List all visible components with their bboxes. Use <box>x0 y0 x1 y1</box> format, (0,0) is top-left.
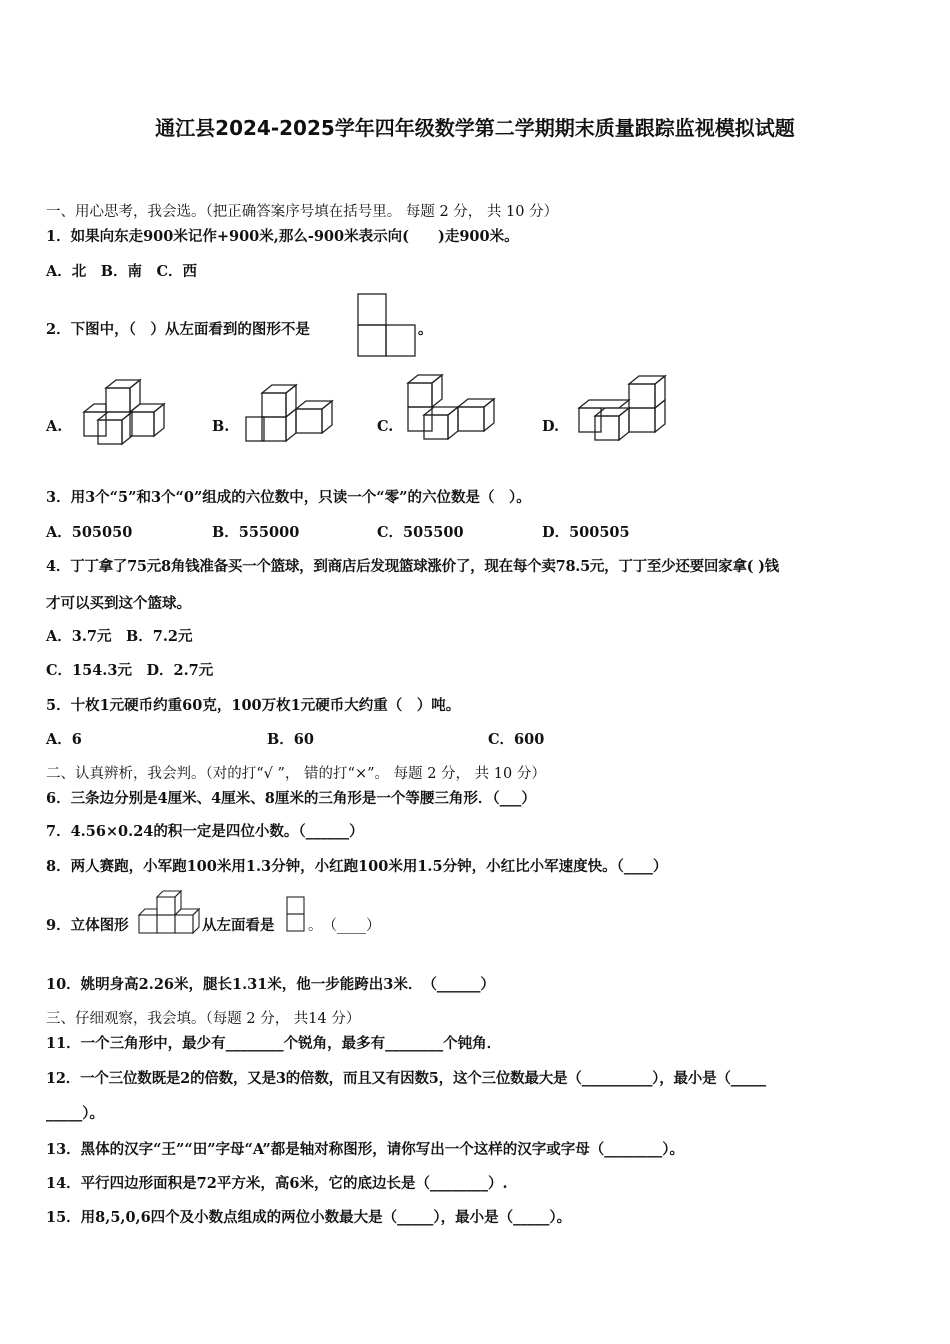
question-13: 13．黑体的汉字“王”“田”字母“A”都是轴对称图形，请你写出一个这样的汉字或字母（________）。 <box>46 1141 684 1158</box>
question-1-options: A．北 B．南 C．西 <box>46 263 198 280</box>
question-3-option-d: D．500505 <box>542 524 630 541</box>
question-1: 1．如果向东走900米记作+900米,那么-900米表示向( )走900米。 <box>46 228 519 245</box>
question-5-option-b: B．60 <box>267 731 314 748</box>
question-6: 6．三条边分别是4厘米、4厘米、8厘米的三角形是一个等腰三角形．（___） <box>46 790 536 807</box>
page-title: 通江县2024-2025学年四年级数学第二学期期末质量跟踪监视模拟试题 <box>155 116 795 140</box>
question-11: 11．一个三角形中，最少有________个锐角，最多有________个钝角． <box>46 1035 502 1052</box>
question-8: 8．两人赛跑，小军跑100米用1.3分钟，小红跑100米用1.5分钟，小红比小军速度快。（____） <box>46 858 668 875</box>
question-4-line-2: 才可以买到这个篮球。 <box>46 595 191 612</box>
question-2-option-b-figure <box>242 383 336 445</box>
question-2 <box>46 320 310 340</box>
question-2-text: 2．下图中，（ ）从左面看到的图形不是 <box>46 321 310 338</box>
question-15: 15．用8,5,0,6四个及小数点组成的两位小数最大是（_____），最小是（_____）。 <box>46 1209 572 1226</box>
question-2-option-c-label: C. <box>377 418 394 435</box>
question-9-suffix: 。 （____） <box>308 918 381 934</box>
section-2-heading: 二、认真辨析，我会判。（对的打“√ ”， 错的打“×”。 每题 2 分， 共 10 分） <box>46 766 546 782</box>
question-9-middle: 从左面看是 <box>202 917 275 934</box>
question-2-suffix: 。 <box>418 321 433 338</box>
question-4-options-row-2: C．154.3元 D．2.7元 <box>46 662 214 679</box>
question-2-option-c-figure <box>404 373 498 445</box>
question-2-option-b-label: B. <box>212 418 230 435</box>
question-2-option-a-label: A. <box>46 418 63 435</box>
question-3: 3．用3个“5”和3个“0”组成的六位数中，只读一个“零”的六位数是（ ）。 <box>46 489 531 506</box>
question-12-line-1: 12．一个三位数既是2的倍数，又是3的倍数，而且又有因数5，这个三位数最大是（__________），最小是（_____ <box>46 1070 766 1087</box>
question-3-option-c: C．505500 <box>377 524 464 541</box>
question-9-left-view-figure <box>286 896 306 934</box>
section-1-heading: 一、用心思考，我会选。（把正确答案序号填在括号里。 每题 2 分， 共 10 分） <box>46 204 559 220</box>
question-7: 7．4.56×0.24的积一定是四位小数。（______） <box>46 823 364 840</box>
section-3-heading: 三、仔细观察，我会填。（每题 2 分， 共14 分） <box>46 1011 361 1027</box>
question-9-solid-figure <box>137 889 201 935</box>
question-9-prefix: 9．立体图形 <box>46 917 129 934</box>
question-5-option-a: A．6 <box>46 731 82 748</box>
question-12-line-2: _____）。 <box>46 1105 104 1122</box>
question-10: 10．姚明身高2.26米，腿长1.31米，他一步能跨出3米． （______） <box>46 976 495 993</box>
question-5-option-c: C．600 <box>488 731 545 748</box>
question-4-line-1: 4．丁丁拿了75元8角钱准备买一个篮球，到商店后发现篮球涨价了，现在每个卖78.5元，丁丁至少还要回家拿( )钱 <box>46 558 779 575</box>
question-2-option-d-label: D. <box>542 418 560 435</box>
question-14: 14．平行四边形面积是72平方米，高6米，它的底边长是（________）. <box>46 1175 508 1192</box>
question-3-option-a: A．505050 <box>46 524 133 541</box>
question-4-options-row-1: A．3.7元 B．7.2元 <box>46 628 193 645</box>
question-5: 5．十枚1元硬币约重60克，100万枚1元硬币大约重（ ）吨。 <box>46 697 461 714</box>
question-2-option-d-figure <box>575 374 671 446</box>
question-2-reference-figure <box>357 293 417 357</box>
question-3-option-b: B．555000 <box>212 524 300 541</box>
question-2-option-a-figure <box>80 378 170 448</box>
